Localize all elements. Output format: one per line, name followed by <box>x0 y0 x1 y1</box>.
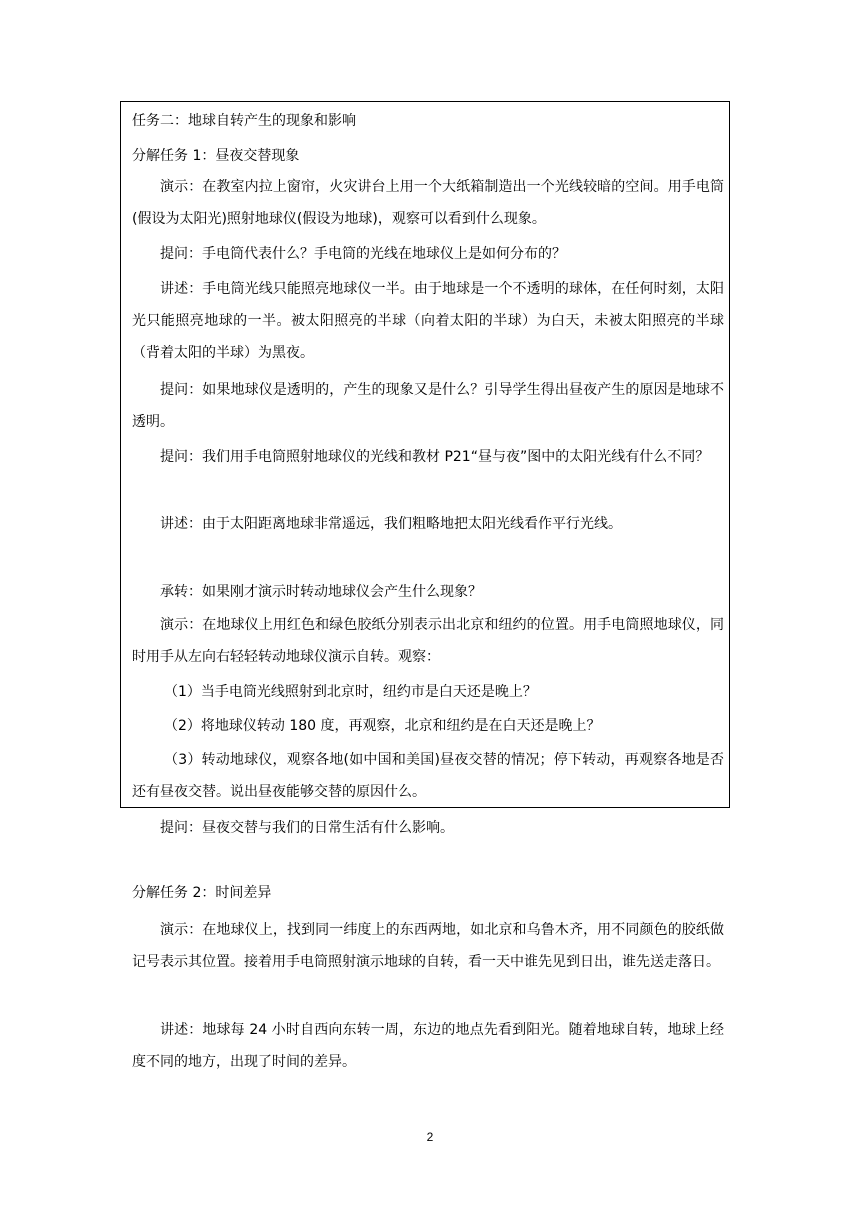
paragraph-explain-1: 讲述：手电筒光线只能照亮地球仪一半。由于地球是一个不透明的球体，在任何时刻，太阳光只能照亮地球的一半。被太阳照亮的半球（向着太阳的半球）为白天，未被太阳照亮的半球（背着太阳的半球）为黑夜。 <box>132 281 724 361</box>
paragraph-question-3: 提问：我们用手电筒照射地球仪的光线和教材 P21“昼与夜”图中的太阳光线有什么不同？ <box>160 449 710 465</box>
task-title: 任务二：地球自转产生的现象和影响 <box>132 113 356 129</box>
page-number: 2 <box>426 1130 434 1144</box>
subtask-1-title: 分解任务 1：昼夜交替现象 <box>132 148 300 164</box>
paragraph-demo-2: 演示：在地球仪上用红色和绿色胶纸分别表示出北京和纽约的位置。用手电筒照地球仪，同时用手从左向右轻轻转动地球仪演示自转。观察： <box>132 617 724 665</box>
paragraph-question-1: 提问：手电筒代表什么？手电筒的光线在地球仪上是如何分布的？ <box>160 246 566 262</box>
paragraph-observe-3: （3）转动地球仪，观察各地(如中国和美国)昼夜交替的情况；停下转动，再观察各地是否还有昼夜交替。说出昼夜能够交替的原因什么。 <box>132 752 724 800</box>
paragraph-transition: 承转：如果刚才演示时转动地球仪会产生什么现象？ <box>160 584 482 600</box>
paragraph-explain-3: 讲述：地球每 24 小时自西向东转一周，东边的地点先看到阳光。随着地球自转，地球上经度不同的地方，出现了时间的差异。 <box>132 1022 724 1070</box>
paragraph-question-2: 提问：如果地球仪是透明的，产生的现象又是什么？引导学生得出昼夜产生的原因是地球不透明。 <box>132 382 724 430</box>
paragraph-demo-1: 演示：在教室内拉上窗帘，火灾讲台上用一个大纸箱制造出一个光线较暗的空间。用手电筒(假设为太阳光)照射地球仪(假设为地球)，观察可以看到什么现象。 <box>132 179 724 227</box>
paragraph-observe-1: （1）当手电筒光线照射到北京时，纽约市是白天还是晚上？ <box>164 684 537 700</box>
paragraph-demo-3: 演示：在地球仪上，找到同一纬度上的东西两地，如北京和乌鲁木齐，用不同颜色的胶纸做记号表示其位置。接着用手电筒照射演示地球的自转，看一天中谁先见到日出，谁先送走落日。 <box>132 922 724 970</box>
paragraph-explain-2: 讲述：由于太阳距离地球非常遥远，我们粗略地把太阳光线看作平行光线。 <box>160 516 622 532</box>
subtask-2-title: 分解任务 2：时间差异 <box>132 885 272 901</box>
paragraph-observe-2: （2）将地球仪转动 180 度，再观察，北京和纽约是在白天还是晚上？ <box>164 718 601 734</box>
paragraph-question-4: 提问：昼夜交替与我们的日常生活有什么影响。 <box>160 820 454 836</box>
